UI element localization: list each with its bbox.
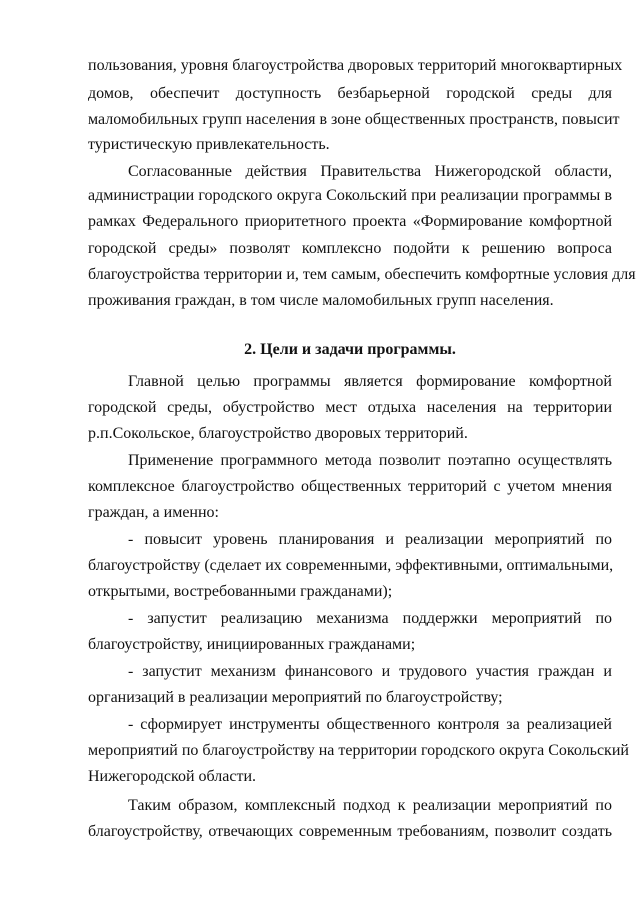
paragraph-line: благоустройства территории и, тем самым, обеспечить комфортные условия для xyxy=(88,266,636,283)
list-item-line: мероприятий по благоустройству на территории городского округа Сокольский xyxy=(88,742,629,759)
paragraph-line: туристическую привлекательность. xyxy=(88,136,330,153)
section-heading: 2. Цели и задачи программы. xyxy=(244,341,456,358)
list-item-line: - запустит реализацию механизма поддержки мероприятий по xyxy=(128,610,612,627)
paragraph-line: р.п.Сокольское, благоустройство дворовых территорий. xyxy=(88,425,468,442)
list-item-line: организаций в реализации мероприятий по благоустройству; xyxy=(88,689,503,706)
paragraph-line: городской среды, обустройство мест отдыха населения на территории xyxy=(88,399,612,416)
paragraph-line: маломобильных групп населения в зоне общественных пространств, повысит xyxy=(88,111,620,128)
list-item-line: благоустройству (сделает их современными, эффективными, оптимальными, xyxy=(88,557,614,574)
paragraph-line: домов, обеспечит доступность безбарьерной городской среды для xyxy=(88,85,612,102)
list-item-line: открытыми, востребованными гражданами); xyxy=(88,583,393,600)
paragraph-line: комплексное благоустройство общественных территорий с учетом мнения xyxy=(88,478,612,495)
paragraph-line: Согласованные действия Правительства Нижегородской области, xyxy=(128,163,612,180)
paragraph-line: администрации городского округа Сокольский при реализации программы в xyxy=(88,187,612,204)
list-item-line: - повысит уровень планирования и реализации мероприятий по xyxy=(128,531,612,548)
paragraph-line: Таким образом, комплексный подход к реализации мероприятий по xyxy=(128,797,612,814)
paragraph-line: Главной целью программы является формирование комфортной xyxy=(128,373,612,390)
paragraph-line: благоустройству, отвечающих современным требованиям, позволит создать xyxy=(88,823,612,840)
paragraph-line: проживания граждан, в том числе маломобильных групп населения. xyxy=(88,292,554,309)
list-item-line: - сформирует инструменты общественного контроля за реализацией xyxy=(128,716,612,733)
list-item-line: - запустит механизм финансового и трудового участия граждан и xyxy=(128,663,612,680)
paragraph-line: Применение программного метода позволит поэтапно осуществлять xyxy=(128,452,612,469)
paragraph-line: пользования, уровня благоустройства дворовых территорий многоквартирных xyxy=(88,57,623,74)
paragraph-line: граждан, а именно: xyxy=(88,504,219,521)
paragraph-line: городской среды» позволят комплексно подойти к решению вопроса xyxy=(88,240,612,257)
paragraph-line: рамках Федерального приоритетного проекта «Формирование комфортной xyxy=(88,213,612,230)
list-item-line: Нижегородской области. xyxy=(88,768,257,785)
list-item-line: благоустройству, инициированных гражданами; xyxy=(88,636,416,653)
